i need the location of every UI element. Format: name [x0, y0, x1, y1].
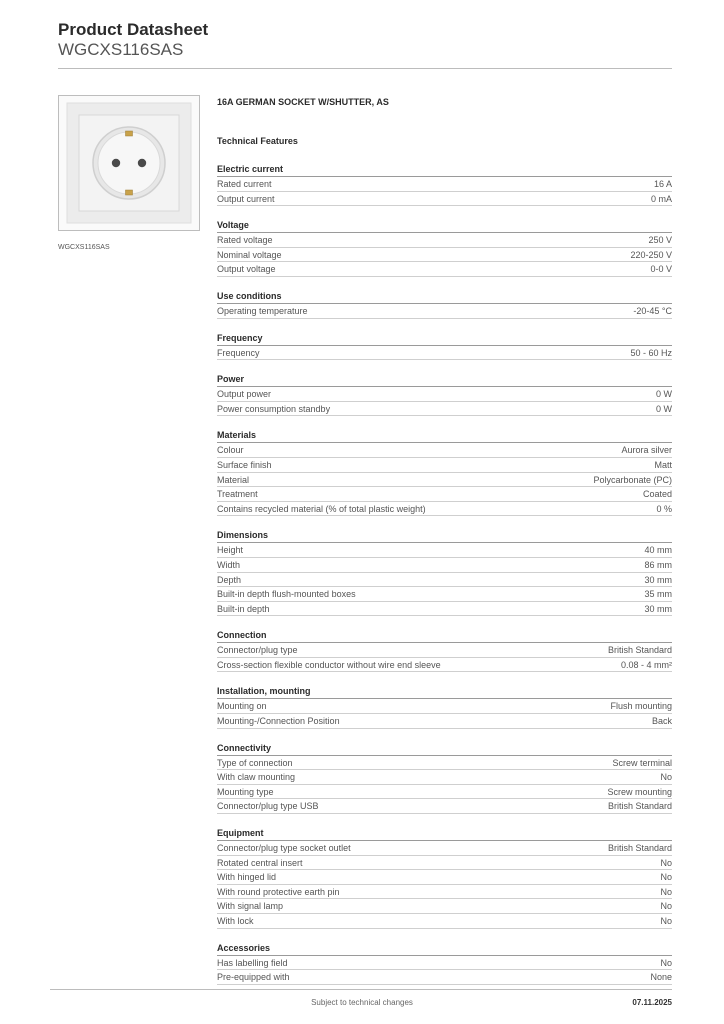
spec-value: Back: [651, 716, 672, 727]
page-title: Product Datasheet: [58, 20, 209, 39]
footer-divider: [50, 989, 672, 990]
spec-row: [217, 573, 672, 588]
spec-value: 30 mm: [644, 603, 672, 614]
spec-label: Rated current: [217, 179, 272, 189]
spec-row: [217, 487, 672, 502]
spec-value: 0 %: [656, 503, 672, 514]
spec-row: [217, 587, 672, 602]
spec-section: [217, 372, 672, 416]
spec-label: Height: [217, 545, 244, 556]
spec-value: No: [660, 857, 672, 868]
spec-value: 0 W: [655, 389, 672, 400]
spec-value: No: [660, 772, 672, 783]
spec-row: [217, 233, 672, 248]
spec-label: Contains recycled material (% of total plastic weight): [217, 503, 426, 514]
spec-value: 220-250 V: [630, 249, 672, 260]
spec-label: Output current: [217, 193, 275, 204]
image-caption: WGCXS116SAS: [58, 244, 110, 251]
spec-row: [217, 885, 672, 900]
technical-features-heading: Technical Features: [217, 136, 298, 146]
spec-section: [217, 218, 672, 277]
spec-row: [217, 248, 672, 263]
spec-label: With signal lamp: [217, 901, 284, 912]
spec-row: [217, 643, 672, 658]
section-heading: Frequency: [217, 331, 672, 346]
spec-label: Output voltage: [217, 264, 276, 275]
section-heading: Connectivity: [217, 741, 672, 756]
spec-section: [217, 684, 672, 728]
spec-section: [217, 741, 672, 814]
spec-value: -20-45 °C: [633, 305, 672, 316]
spec-row: [217, 177, 672, 192]
spec-value: No: [660, 872, 672, 883]
section-heading: Dimensions: [217, 528, 672, 543]
spec-value: No: [660, 957, 672, 968]
spec-row: [217, 799, 672, 814]
spec-label: Rotated central insert: [217, 857, 303, 868]
spec-row: [217, 770, 672, 785]
spec-row: [217, 956, 672, 971]
spec-row: [217, 502, 672, 517]
spec-label: Connector/plug type: [217, 645, 298, 656]
spec-label: Connector/plug type socket outlet: [217, 843, 351, 854]
spec-row: [217, 756, 672, 771]
spec-value: No: [660, 886, 672, 897]
spec-section: [217, 826, 672, 929]
spec-label: Nominal voltage: [217, 249, 282, 260]
product-image: [58, 95, 200, 231]
section-heading: Equipment: [217, 826, 672, 841]
spec-label: Material: [217, 474, 250, 485]
spec-row: [217, 699, 672, 714]
section-heading: Accessories: [217, 941, 672, 956]
spec-label: Pre-equipped with: [217, 972, 290, 983]
spec-value: 0-0 V: [650, 264, 672, 275]
product-code: WGCXS116SAS: [58, 40, 184, 59]
spec-row: [217, 192, 672, 207]
spec-label: With lock: [217, 916, 254, 926]
section-heading: Power: [217, 372, 672, 387]
spec-label: Mounting-/Connection Position: [217, 716, 340, 727]
spec-row: [217, 714, 672, 729]
spec-value: Screw terminal: [612, 757, 672, 768]
spec-row: [217, 346, 672, 361]
spec-content: [217, 96, 672, 985]
spec-section: [217, 941, 672, 985]
spec-section: [217, 331, 672, 361]
spec-label: Mounting type: [217, 786, 274, 797]
spec-value: 30 mm: [644, 574, 672, 585]
spec-value: Screw mounting: [607, 786, 672, 797]
spec-label: Width: [217, 559, 241, 570]
spec-value: British Standard: [607, 843, 672, 854]
section-heading: Electric current: [217, 162, 672, 177]
spec-label: With claw mounting: [217, 772, 296, 783]
spec-label: Cross-section flexible conductor without wire end sleeve: [217, 659, 441, 670]
spec-value: 250 V: [648, 235, 672, 246]
spec-row: [217, 785, 672, 800]
spec-label: Built-in depth: [217, 603, 270, 614]
section-heading: Materials: [217, 428, 672, 443]
spec-label: Output power: [217, 389, 272, 400]
spec-value: British Standard: [607, 801, 672, 812]
spec-row: [217, 458, 672, 473]
spec-label: Operating temperature: [217, 305, 308, 316]
spec-value: 16 A: [653, 179, 672, 189]
spec-section: [217, 289, 672, 319]
spec-label: Treatment: [217, 489, 258, 500]
spec-value: Matt: [654, 459, 672, 470]
spec-row: [217, 543, 672, 558]
spec-label: With hinged lid: [217, 872, 277, 883]
section-heading: Connection: [217, 628, 672, 643]
spec-label: Colour: [217, 445, 244, 456]
spec-label: Type of connection: [217, 757, 293, 768]
spec-value: 86 mm: [644, 559, 672, 570]
spec-section: [217, 528, 672, 616]
spec-value: 0 W: [655, 403, 672, 414]
spec-value: None: [650, 972, 672, 983]
spec-value: British Standard: [607, 645, 672, 656]
spec-row: [217, 387, 672, 402]
spec-value: No: [660, 916, 672, 926]
spec-row: [217, 402, 672, 417]
spec-label: Depth: [217, 574, 242, 585]
spec-value: Coated: [642, 489, 672, 500]
page-header: [58, 20, 672, 60]
section-heading: Installation, mounting: [217, 684, 672, 699]
spec-label: Power consumption standby: [217, 403, 331, 414]
spec-value: 0 mA: [650, 193, 672, 204]
spec-row: [217, 870, 672, 885]
spec-value: 35 mm: [644, 589, 672, 600]
spec-value: Polycarbonate (PC): [593, 474, 672, 485]
spec-value: 50 - 60 Hz: [630, 347, 672, 358]
spec-row: [217, 473, 672, 488]
spec-row: [217, 899, 672, 914]
product-title: 16A GERMAN SOCKET W/SHUTTER, AS: [217, 97, 389, 107]
spec-row: [217, 602, 672, 617]
footer-note: Subject to technical changes: [311, 998, 413, 1007]
spec-label: Connector/plug type USB: [217, 801, 319, 812]
spec-label: Has labelling field: [217, 957, 288, 968]
section-heading: Use conditions: [217, 289, 672, 304]
spec-label: Surface finish: [217, 459, 272, 470]
spec-value: No: [660, 901, 672, 912]
spec-value: 0.08 - 4 mm²: [620, 659, 672, 670]
spec-row: [217, 970, 672, 985]
spec-row: [217, 443, 672, 458]
spec-sections: [217, 162, 672, 985]
header-divider: [58, 68, 672, 69]
spec-label: With round protective earth pin: [217, 886, 340, 897]
spec-row: [217, 658, 672, 673]
spec-label: Rated voltage: [217, 235, 273, 246]
spec-value: Aurora silver: [621, 445, 672, 456]
spec-section: [217, 628, 672, 672]
spec-row: [217, 856, 672, 871]
spec-row: [217, 304, 672, 319]
socket-outlet-icon: [59, 96, 199, 230]
spec-label: Mounting on: [217, 701, 267, 712]
spec-section: [217, 428, 672, 516]
spec-row: [217, 914, 672, 929]
spec-label: Frequency: [217, 347, 260, 358]
footer-date: 07.11.2025: [632, 998, 672, 1007]
spec-label: Built-in depth flush-mounted boxes: [217, 589, 356, 600]
spec-row: [217, 558, 672, 573]
spec-section: [217, 162, 672, 206]
spec-row: [217, 262, 672, 277]
spec-value: 40 mm: [644, 545, 672, 556]
spec-value: Flush mounting: [610, 701, 672, 712]
spec-row: [217, 841, 672, 856]
section-heading: Voltage: [217, 218, 672, 233]
